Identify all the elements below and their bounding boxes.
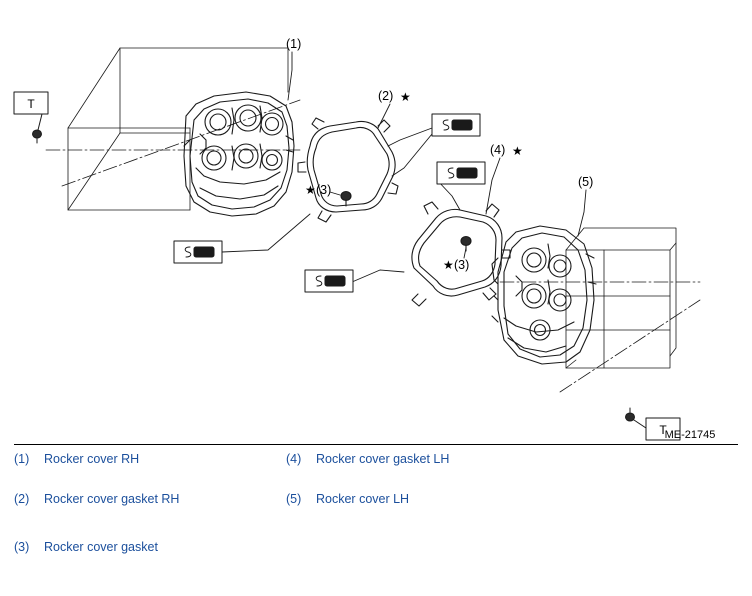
legend-item-4 bbox=[286, 452, 586, 466]
star-icon-2: ★ bbox=[400, 90, 411, 104]
legend-label: Rocker cover gasket bbox=[44, 540, 158, 554]
callout-3-right: (3) bbox=[454, 258, 470, 272]
legend-item-2 bbox=[14, 492, 286, 506]
legend-number: (1) bbox=[14, 452, 30, 466]
legend-row bbox=[14, 540, 738, 554]
callout-1: (1) bbox=[286, 37, 302, 51]
legend-label: Rocker cover gasket RH bbox=[44, 492, 180, 506]
legend-row bbox=[14, 492, 738, 506]
legend-item-5 bbox=[286, 492, 586, 506]
tightening-torque-label-upper: T bbox=[27, 97, 35, 111]
legend-number: (4) bbox=[286, 452, 302, 466]
legend-item-1 bbox=[14, 452, 286, 466]
figure-code: ME-21745 bbox=[664, 429, 716, 441]
callout-5: (5) bbox=[578, 175, 594, 189]
callout-4: (4) bbox=[490, 143, 506, 157]
star-icon-3-left: ★ bbox=[305, 183, 316, 197]
star-icon-3-right: ★ bbox=[443, 258, 454, 272]
legend-label: Rocker cover LH bbox=[316, 492, 410, 506]
callout-3-left: (3) bbox=[316, 183, 332, 197]
tightening-torque-label-lower: T bbox=[659, 423, 667, 437]
legend-number: (3) bbox=[14, 540, 30, 554]
legend-number: (2) bbox=[14, 492, 30, 506]
legend-number: (5) bbox=[286, 492, 302, 506]
divider bbox=[14, 444, 738, 445]
star-icon-4: ★ bbox=[512, 144, 523, 158]
legend-label: Rocker cover gasket LH bbox=[316, 452, 450, 466]
legend-label: Rocker cover RH bbox=[44, 452, 140, 466]
callout-2: (2) bbox=[378, 89, 394, 103]
legend bbox=[14, 452, 738, 580]
legend-item-3 bbox=[14, 540, 286, 554]
legend-row bbox=[14, 452, 738, 466]
